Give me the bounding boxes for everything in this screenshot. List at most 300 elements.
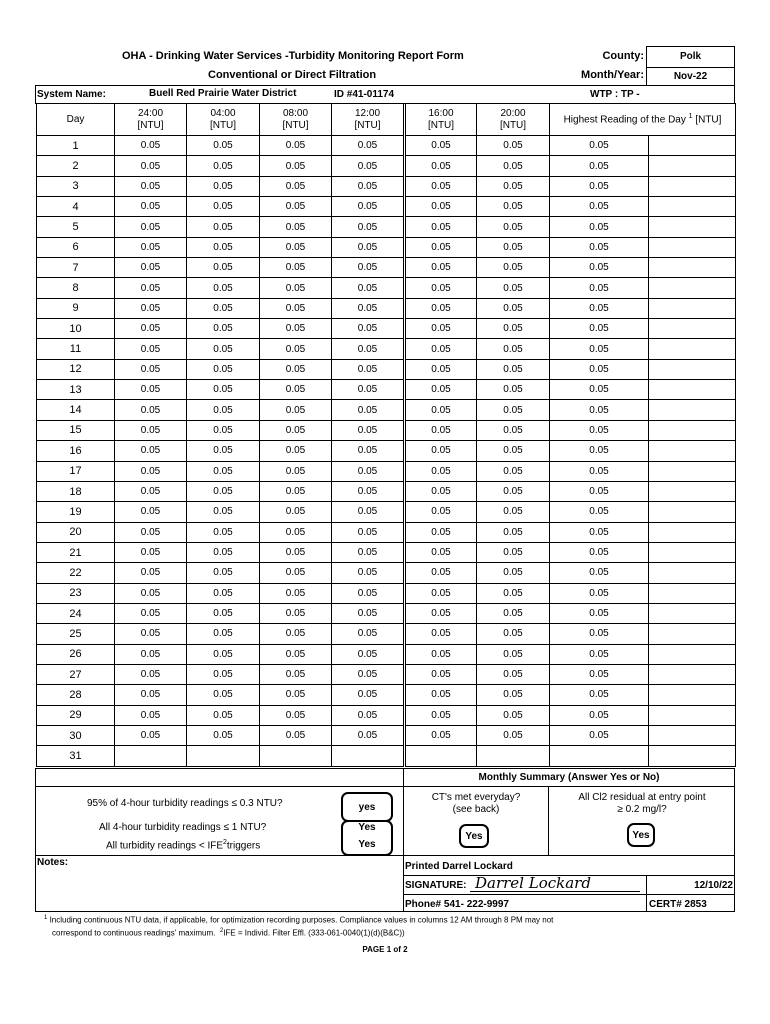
- ntu-reading-cell[interactable]: 0.05: [260, 725, 332, 745]
- ntu-reading-cell[interactable]: 0.05: [260, 278, 332, 298]
- ntu-reading-cell[interactable]: 0.05: [332, 705, 405, 725]
- ntu-reading-cell[interactable]: 0.05: [187, 359, 260, 379]
- table-row: [37, 176, 736, 196]
- ntu-reading-cell[interactable]: 0.05: [115, 298, 187, 318]
- extra-cell[interactable]: [649, 197, 736, 217]
- extra-cell[interactable]: [649, 746, 736, 766]
- ntu-reading-cell[interactable]: 0.05: [115, 278, 187, 298]
- table-row: [37, 522, 736, 542]
- ntu-reading-cell[interactable]: 0.05: [477, 644, 550, 664]
- ntu-reading-cell[interactable]: [115, 746, 187, 766]
- highest-reading-cell[interactable]: 0.05: [550, 583, 649, 603]
- extra-cell[interactable]: [649, 705, 736, 725]
- day-cell: 5: [37, 217, 115, 237]
- footnote: $^1$ Including continuous NTU data, if applicable, for optimization recording purposes. Compliance values in columns 12 AM through 8 PM may not correspond to continuous readings' maximum. $^2$IFE = Individ. Filter Effl. (333-061-0040(1)(d)(B&C)): [44, 915, 554, 938]
- ntu-reading-cell[interactable]: 0.05: [332, 603, 405, 623]
- ntu-reading-cell[interactable]: 0.05: [115, 258, 187, 278]
- ntu-reading-cell[interactable]: 0.05: [477, 725, 550, 745]
- day-cell: 27: [37, 664, 115, 684]
- extra-cell[interactable]: [649, 461, 736, 481]
- day-cell: 8: [37, 278, 115, 298]
- ntu-reading-cell[interactable]: 0.05: [187, 461, 260, 481]
- ntu-reading-cell[interactable]: 0.05: [477, 664, 550, 684]
- month-year-label: Month/Year:: [581, 69, 644, 81]
- turbidity-table: [36, 103, 736, 767]
- ntu-reading-cell[interactable]: 0.05: [332, 258, 405, 278]
- ntu-reading-cell[interactable]: 0.05: [332, 217, 405, 237]
- ntu-reading-cell[interactable]: 0.05: [115, 542, 187, 562]
- extra-cell[interactable]: [649, 176, 736, 196]
- highest-reading-cell[interactable]: 0.05: [550, 136, 649, 156]
- ntu-reading-cell[interactable]: 0.05: [115, 664, 187, 684]
- ntu-reading-cell[interactable]: [477, 746, 550, 766]
- table-row: [37, 624, 736, 644]
- highest-reading-cell[interactable]: 0.05: [550, 441, 649, 461]
- ntu-reading-cell[interactable]: 0.05: [260, 400, 332, 420]
- ntu-reading-cell[interactable]: 0.05: [477, 380, 550, 400]
- ntu-reading-cell[interactable]: 0.05: [405, 542, 477, 562]
- ntu-reading-cell[interactable]: 0.05: [477, 197, 550, 217]
- ntu-reading-cell[interactable]: 0.05: [405, 136, 477, 156]
- ntu-reading-cell[interactable]: 0.05: [477, 542, 550, 562]
- highest-reading-cell[interactable]: 0.05: [550, 339, 649, 359]
- ntu-reading-cell[interactable]: 0.05: [187, 339, 260, 359]
- ntu-reading-cell[interactable]: 0.05: [477, 502, 550, 522]
- table-row: [37, 583, 736, 603]
- highest-reading-cell[interactable]: 0.05: [550, 156, 649, 176]
- ntu-reading-cell[interactable]: 0.05: [405, 298, 477, 318]
- ntu-reading-cell[interactable]: 0.05: [187, 136, 260, 156]
- ntu-reading-cell[interactable]: 0.05: [332, 624, 405, 644]
- ntu-reading-cell[interactable]: 0.05: [477, 603, 550, 623]
- ntu-reading-cell[interactable]: 0.05: [115, 644, 187, 664]
- extra-cell[interactable]: [649, 725, 736, 745]
- extra-cell[interactable]: [649, 298, 736, 318]
- ntu-reading-cell[interactable]: 0.05: [115, 380, 187, 400]
- ntu-reading-cell[interactable]: 0.05: [115, 319, 187, 339]
- ntu-reading-cell[interactable]: 0.05: [477, 176, 550, 196]
- ntu-reading-cell[interactable]: 0.05: [332, 380, 405, 400]
- highest-reading-cell[interactable]: 0.05: [550, 603, 649, 623]
- answer-1ntu[interactable]: Yes: [358, 822, 376, 833]
- ntu-reading-cell[interactable]: 0.05: [405, 502, 477, 522]
- ntu-reading-cell[interactable]: 0.05: [477, 136, 550, 156]
- ntu-reading-cell[interactable]: 0.05: [115, 502, 187, 522]
- ntu-reading-cell[interactable]: 0.05: [405, 603, 477, 623]
- highest-reading-cell[interactable]: 0.05: [550, 664, 649, 684]
- day-cell: 6: [37, 237, 115, 257]
- ntu-reading-cell[interactable]: 0.05: [405, 563, 477, 583]
- ntu-reading-cell[interactable]: 0.05: [187, 664, 260, 684]
- ntu-reading-cell[interactable]: 0.05: [260, 176, 332, 196]
- extra-cell[interactable]: [649, 502, 736, 522]
- ntu-reading-cell[interactable]: 0.05: [187, 319, 260, 339]
- ntu-reading-cell[interactable]: 0.05: [187, 298, 260, 318]
- time-header: 24:00 [NTU]: [115, 104, 187, 136]
- ntu-reading-cell[interactable]: 0.05: [332, 664, 405, 684]
- extra-cell[interactable]: [649, 624, 736, 644]
- ntu-reading-cell[interactable]: 0.05: [260, 705, 332, 725]
- ntu-reading-cell[interactable]: 0.05: [405, 156, 477, 176]
- day-cell: 30: [37, 725, 115, 745]
- ntu-reading-cell[interactable]: 0.05: [332, 461, 405, 481]
- ntu-reading-cell[interactable]: 0.05: [405, 441, 477, 461]
- county-field[interactable]: Polk: [646, 46, 735, 68]
- highest-reading-cell[interactable]: 0.05: [550, 461, 649, 481]
- highest-reading-cell[interactable]: 0.05: [550, 217, 649, 237]
- ntu-reading-cell[interactable]: 0.05: [405, 664, 477, 684]
- ntu-reading-cell[interactable]: 0.05: [187, 522, 260, 542]
- extra-cell[interactable]: [649, 156, 736, 176]
- ntu-reading-cell[interactable]: 0.05: [405, 481, 477, 501]
- ntu-reading-cell[interactable]: 0.05: [405, 380, 477, 400]
- day-cell: 9: [37, 298, 115, 318]
- ntu-reading-cell[interactable]: 0.05: [477, 400, 550, 420]
- ntu-reading-cell[interactable]: 0.05: [187, 725, 260, 745]
- ntu-reading-cell[interactable]: 0.05: [477, 705, 550, 725]
- form-subtitle: Conventional or Direct Filtration: [208, 69, 377, 81]
- ntu-reading-cell[interactable]: 0.05: [260, 583, 332, 603]
- day-cell: 10: [37, 319, 115, 339]
- ntu-reading-cell[interactable]: 0.05: [187, 685, 260, 705]
- ntu-reading-cell[interactable]: 0.05: [115, 339, 187, 359]
- ntu-reading-cell[interactable]: 0.05: [115, 685, 187, 705]
- extra-cell[interactable]: [649, 136, 736, 156]
- ntu-reading-cell[interactable]: 0.05: [405, 624, 477, 644]
- ntu-reading-cell[interactable]: 0.05: [115, 725, 187, 745]
- ntu-reading-cell[interactable]: 0.05: [332, 725, 405, 745]
- ntu-reading-cell[interactable]: 0.05: [260, 319, 332, 339]
- extra-cell[interactable]: [649, 217, 736, 237]
- ntu-reading-cell[interactable]: 0.05: [405, 197, 477, 217]
- ntu-reading-cell[interactable]: 0.05: [405, 420, 477, 440]
- ntu-reading-cell[interactable]: 0.05: [115, 624, 187, 644]
- ntu-reading-cell[interactable]: [332, 746, 405, 766]
- ntu-reading-cell[interactable]: 0.05: [477, 278, 550, 298]
- ntu-reading-cell[interactable]: 0.05: [405, 176, 477, 196]
- highest-reading-cell[interactable]: 0.05: [550, 502, 649, 522]
- ntu-reading-cell[interactable]: 0.05: [187, 420, 260, 440]
- ntu-reading-cell[interactable]: 0.05: [332, 319, 405, 339]
- ntu-reading-cell[interactable]: 0.05: [187, 217, 260, 237]
- ntu-reading-cell[interactable]: 0.05: [187, 156, 260, 176]
- highest-reading-cell[interactable]: 0.05: [550, 481, 649, 501]
- ntu-reading-cell[interactable]: 0.05: [260, 664, 332, 684]
- extra-cell[interactable]: [649, 664, 736, 684]
- day-cell: 12: [37, 359, 115, 379]
- ntu-reading-cell[interactable]: 0.05: [477, 420, 550, 440]
- ntu-reading-cell[interactable]: 0.05: [187, 237, 260, 257]
- highest-reading-header: Highest Reading of the Day $^1$ [NTU]: [550, 104, 736, 136]
- highest-reading-cell[interactable]: 0.05: [550, 705, 649, 725]
- highest-reading-cell[interactable]: 0.05: [550, 237, 649, 257]
- extra-cell[interactable]: [649, 563, 736, 583]
- ntu-reading-cell[interactable]: 0.05: [332, 522, 405, 542]
- ntu-reading-cell[interactable]: 0.05: [260, 522, 332, 542]
- ntu-reading-cell[interactable]: 0.05: [405, 237, 477, 257]
- day-cell: 29: [37, 705, 115, 725]
- phone-number: Phone# 541- 222-9997: [405, 899, 509, 910]
- ntu-reading-cell[interactable]: 0.05: [260, 217, 332, 237]
- ntu-reading-cell[interactable]: 0.05: [115, 420, 187, 440]
- highest-reading-cell[interactable]: 0.05: [550, 542, 649, 562]
- ntu-reading-cell[interactable]: 0.05: [332, 136, 405, 156]
- ntu-reading-cell[interactable]: 0.05: [332, 441, 405, 461]
- extra-cell[interactable]: [649, 359, 736, 379]
- ntu-reading-cell[interactable]: 0.05: [187, 644, 260, 664]
- ntu-reading-cell[interactable]: 0.05: [477, 624, 550, 644]
- table-row: [37, 685, 736, 705]
- table-row: [37, 359, 736, 379]
- highest-reading-cell[interactable]: 0.05: [550, 197, 649, 217]
- extra-cell[interactable]: [649, 339, 736, 359]
- ntu-reading-cell[interactable]: 0.05: [187, 603, 260, 623]
- ntu-reading-cell[interactable]: 0.05: [405, 705, 477, 725]
- table-row: [37, 380, 736, 400]
- ntu-reading-cell[interactable]: 0.05: [260, 136, 332, 156]
- table-row: [37, 319, 736, 339]
- time-header: 04:00 [NTU]: [187, 104, 260, 136]
- ntu-reading-cell[interactable]: 0.05: [332, 339, 405, 359]
- ntu-reading-cell[interactable]: 0.05: [187, 705, 260, 725]
- ntu-reading-cell[interactable]: 0.05: [477, 217, 550, 237]
- ntu-reading-cell[interactable]: 0.05: [115, 176, 187, 196]
- highest-reading-cell[interactable]: 0.05: [550, 176, 649, 196]
- ntu-reading-cell[interactable]: 0.05: [332, 502, 405, 522]
- ntu-reading-cell[interactable]: 0.05: [477, 258, 550, 278]
- extra-cell[interactable]: [649, 420, 736, 440]
- ntu-reading-cell[interactable]: 0.05: [260, 156, 332, 176]
- highest-reading-cell[interactable]: 0.05: [550, 522, 649, 542]
- summary-question-95pct: 95% of 4-hour turbidity readings ≤ 0.3 NTU?: [87, 798, 283, 809]
- ntu-reading-cell[interactable]: 0.05: [260, 481, 332, 501]
- extra-cell[interactable]: [649, 400, 736, 420]
- extra-cell[interactable]: [649, 380, 736, 400]
- table-row: [37, 258, 736, 278]
- extra-cell[interactable]: [649, 441, 736, 461]
- ntu-reading-cell[interactable]: 0.05: [187, 258, 260, 278]
- ntu-reading-cell[interactable]: 0.05: [260, 197, 332, 217]
- table-row: [37, 603, 736, 623]
- signature: Darrel Lockard: [475, 874, 591, 892]
- ntu-reading-cell[interactable]: 0.05: [405, 359, 477, 379]
- ntu-reading-cell[interactable]: 0.05: [115, 603, 187, 623]
- extra-cell[interactable]: [649, 583, 736, 603]
- page-number: PAGE 1 of 2: [362, 945, 408, 954]
- ntu-reading-cell[interactable]: 0.05: [405, 522, 477, 542]
- ntu-reading-cell[interactable]: 0.05: [477, 461, 550, 481]
- day-cell: 4: [37, 197, 115, 217]
- ntu-reading-cell[interactable]: 0.05: [477, 156, 550, 176]
- ntu-reading-cell[interactable]: 0.05: [477, 481, 550, 501]
- ntu-reading-cell[interactable]: 0.05: [260, 603, 332, 623]
- extra-cell[interactable]: [649, 522, 736, 542]
- table-row: [37, 542, 736, 562]
- highest-reading-cell[interactable]: 0.05: [550, 400, 649, 420]
- highest-reading-cell[interactable]: 0.05: [550, 380, 649, 400]
- ntu-reading-cell[interactable]: 0.05: [187, 542, 260, 562]
- ntu-reading-cell[interactable]: 0.05: [115, 522, 187, 542]
- ntu-reading-cell[interactable]: 0.05: [260, 237, 332, 257]
- ntu-reading-cell[interactable]: 0.05: [187, 380, 260, 400]
- ntu-reading-cell[interactable]: 0.05: [405, 583, 477, 603]
- ntu-reading-cell[interactable]: 0.05: [115, 705, 187, 725]
- ntu-reading-cell[interactable]: 0.05: [477, 441, 550, 461]
- ntu-reading-cell[interactable]: 0.05: [115, 583, 187, 603]
- answer-95pct[interactable]: yes: [341, 792, 393, 822]
- ntu-reading-cell[interactable]: 0.05: [477, 298, 550, 318]
- ntu-reading-cell[interactable]: 0.05: [405, 217, 477, 237]
- system-name-label: System Name:: [37, 89, 106, 100]
- ntu-reading-cell[interactable]: 0.05: [260, 441, 332, 461]
- ntu-reading-cell[interactable]: 0.05: [187, 481, 260, 501]
- table-row: [37, 746, 736, 766]
- day-cell: 11: [37, 339, 115, 359]
- extra-cell[interactable]: [649, 278, 736, 298]
- ct-answer[interactable]: Yes: [459, 824, 489, 848]
- highest-reading-cell[interactable]: 0.05: [550, 685, 649, 705]
- ntu-reading-cell[interactable]: 0.05: [332, 156, 405, 176]
- month-year-field[interactable]: Nov-22: [646, 67, 735, 86]
- ntu-reading-cell[interactable]: 0.05: [115, 136, 187, 156]
- ntu-reading-cell[interactable]: 0.05: [115, 481, 187, 501]
- ntu-reading-cell[interactable]: 0.05: [187, 563, 260, 583]
- ntu-reading-cell[interactable]: 0.05: [260, 563, 332, 583]
- ntu-reading-cell[interactable]: 0.05: [405, 278, 477, 298]
- ntu-reading-cell[interactable]: 0.05: [477, 685, 550, 705]
- day-cell: 13: [37, 380, 115, 400]
- ntu-reading-cell[interactable]: 0.05: [260, 624, 332, 644]
- highest-reading-cell[interactable]: 0.05: [550, 298, 649, 318]
- ntu-reading-cell[interactable]: 0.05: [260, 542, 332, 562]
- ntu-reading-cell[interactable]: 0.05: [477, 319, 550, 339]
- ntu-reading-cell[interactable]: 0.05: [332, 644, 405, 664]
- ntu-reading-cell[interactable]: 0.05: [477, 237, 550, 257]
- ntu-reading-cell[interactable]: 0.05: [260, 685, 332, 705]
- table-row: [37, 136, 736, 156]
- ntu-reading-cell[interactable]: 0.05: [260, 359, 332, 379]
- ntu-reading-cell[interactable]: 0.05: [260, 644, 332, 664]
- ntu-reading-cell[interactable]: 0.05: [332, 563, 405, 583]
- ntu-reading-cell[interactable]: 0.05: [477, 522, 550, 542]
- ntu-reading-cell[interactable]: 0.05: [332, 685, 405, 705]
- ntu-reading-cell[interactable]: 0.05: [187, 176, 260, 196]
- summary-question-1ntu: All 4-hour turbidity readings ≤ 1 NTU?: [99, 822, 267, 833]
- extra-cell[interactable]: [649, 603, 736, 623]
- ntu-reading-cell[interactable]: 0.05: [187, 441, 260, 461]
- ntu-reading-cell[interactable]: 0.05: [260, 461, 332, 481]
- ntu-reading-cell[interactable]: 0.05: [115, 563, 187, 583]
- ntu-reading-cell[interactable]: 0.05: [187, 583, 260, 603]
- ntu-reading-cell[interactable]: 0.05: [332, 583, 405, 603]
- ntu-reading-cell[interactable]: 0.05: [477, 339, 550, 359]
- ntu-reading-cell[interactable]: 0.05: [405, 258, 477, 278]
- table-header-row: [37, 104, 736, 136]
- answer-ife[interactable]: Yes: [341, 820, 393, 856]
- ntu-reading-cell[interactable]: 0.05: [405, 461, 477, 481]
- extra-cell[interactable]: [649, 481, 736, 501]
- ntu-reading-cell[interactable]: 0.05: [405, 644, 477, 664]
- ntu-reading-cell[interactable]: 0.05: [260, 258, 332, 278]
- table-row: [37, 217, 736, 237]
- ntu-reading-cell[interactable]: 0.05: [332, 359, 405, 379]
- ntu-reading-cell[interactable]: 0.05: [405, 685, 477, 705]
- ntu-reading-cell[interactable]: [187, 746, 260, 766]
- ntu-reading-cell[interactable]: 0.05: [332, 481, 405, 501]
- table-row: [37, 420, 736, 440]
- extra-cell[interactable]: [649, 237, 736, 257]
- ntu-reading-cell[interactable]: 0.05: [477, 583, 550, 603]
- highest-reading-cell[interactable]: 0.05: [550, 359, 649, 379]
- ntu-reading-cell[interactable]: 0.05: [187, 197, 260, 217]
- ntu-reading-cell[interactable]: 0.05: [405, 339, 477, 359]
- ntu-reading-cell[interactable]: 0.05: [187, 624, 260, 644]
- cl2-answer[interactable]: Yes: [627, 823, 655, 847]
- highest-reading-cell[interactable]: 0.05: [550, 725, 649, 745]
- extra-cell[interactable]: [649, 258, 736, 278]
- ntu-reading-cell[interactable]: 0.05: [187, 502, 260, 522]
- highest-reading-cell[interactable]: 0.05: [550, 278, 649, 298]
- ntu-reading-cell[interactable]: 0.05: [115, 156, 187, 176]
- ntu-reading-cell[interactable]: 0.05: [332, 237, 405, 257]
- ntu-reading-cell[interactable]: 0.05: [115, 197, 187, 217]
- ntu-reading-cell[interactable]: 0.05: [332, 298, 405, 318]
- ntu-reading-cell[interactable]: 0.05: [405, 725, 477, 745]
- highest-reading-cell[interactable]: 0.05: [550, 563, 649, 583]
- highest-reading-cell[interactable]: 0.05: [550, 258, 649, 278]
- ntu-reading-cell[interactable]: 0.05: [332, 420, 405, 440]
- ntu-reading-cell[interactable]: 0.05: [187, 278, 260, 298]
- ntu-reading-cell[interactable]: 0.05: [332, 176, 405, 196]
- ntu-reading-cell[interactable]: 0.05: [260, 298, 332, 318]
- extra-cell[interactable]: [649, 319, 736, 339]
- ntu-reading-cell[interactable]: 0.05: [477, 563, 550, 583]
- ntu-reading-cell[interactable]: 0.05: [260, 420, 332, 440]
- day-cell: 21: [37, 542, 115, 562]
- extra-cell[interactable]: [649, 644, 736, 664]
- extra-cell[interactable]: [649, 542, 736, 562]
- highest-reading-cell[interactable]: 0.05: [550, 624, 649, 644]
- ntu-reading-cell[interactable]: 0.05: [405, 400, 477, 420]
- cert-number: CERT# 2853: [649, 899, 707, 910]
- ntu-reading-cell[interactable]: 0.05: [332, 400, 405, 420]
- ntu-reading-cell[interactable]: [405, 746, 477, 766]
- ntu-reading-cell[interactable]: 0.05: [115, 461, 187, 481]
- ntu-reading-cell[interactable]: [260, 746, 332, 766]
- highest-reading-cell[interactable]: [550, 746, 649, 766]
- highest-reading-cell[interactable]: 0.05: [550, 420, 649, 440]
- ntu-reading-cell[interactable]: 0.05: [115, 237, 187, 257]
- ntu-reading-cell[interactable]: 0.05: [332, 542, 405, 562]
- ntu-reading-cell[interactable]: 0.05: [477, 359, 550, 379]
- ntu-reading-cell[interactable]: 0.05: [115, 359, 187, 379]
- ntu-reading-cell[interactable]: 0.05: [115, 400, 187, 420]
- ntu-reading-cell[interactable]: 0.05: [187, 400, 260, 420]
- ntu-reading-cell[interactable]: 0.05: [260, 502, 332, 522]
- ntu-reading-cell[interactable]: 0.05: [115, 217, 187, 237]
- ntu-reading-cell[interactable]: 0.05: [332, 197, 405, 217]
- table-row: [37, 705, 736, 725]
- ntu-reading-cell[interactable]: 0.05: [260, 380, 332, 400]
- extra-cell[interactable]: [649, 685, 736, 705]
- notes-label: Notes:: [37, 857, 69, 868]
- ntu-reading-cell[interactable]: 0.05: [405, 319, 477, 339]
- highest-reading-cell[interactable]: 0.05: [550, 644, 649, 664]
- ntu-reading-cell[interactable]: 0.05: [115, 441, 187, 461]
- ntu-reading-cell[interactable]: 0.05: [332, 278, 405, 298]
- highest-reading-cell[interactable]: 0.05: [550, 319, 649, 339]
- ntu-reading-cell[interactable]: 0.05: [260, 339, 332, 359]
